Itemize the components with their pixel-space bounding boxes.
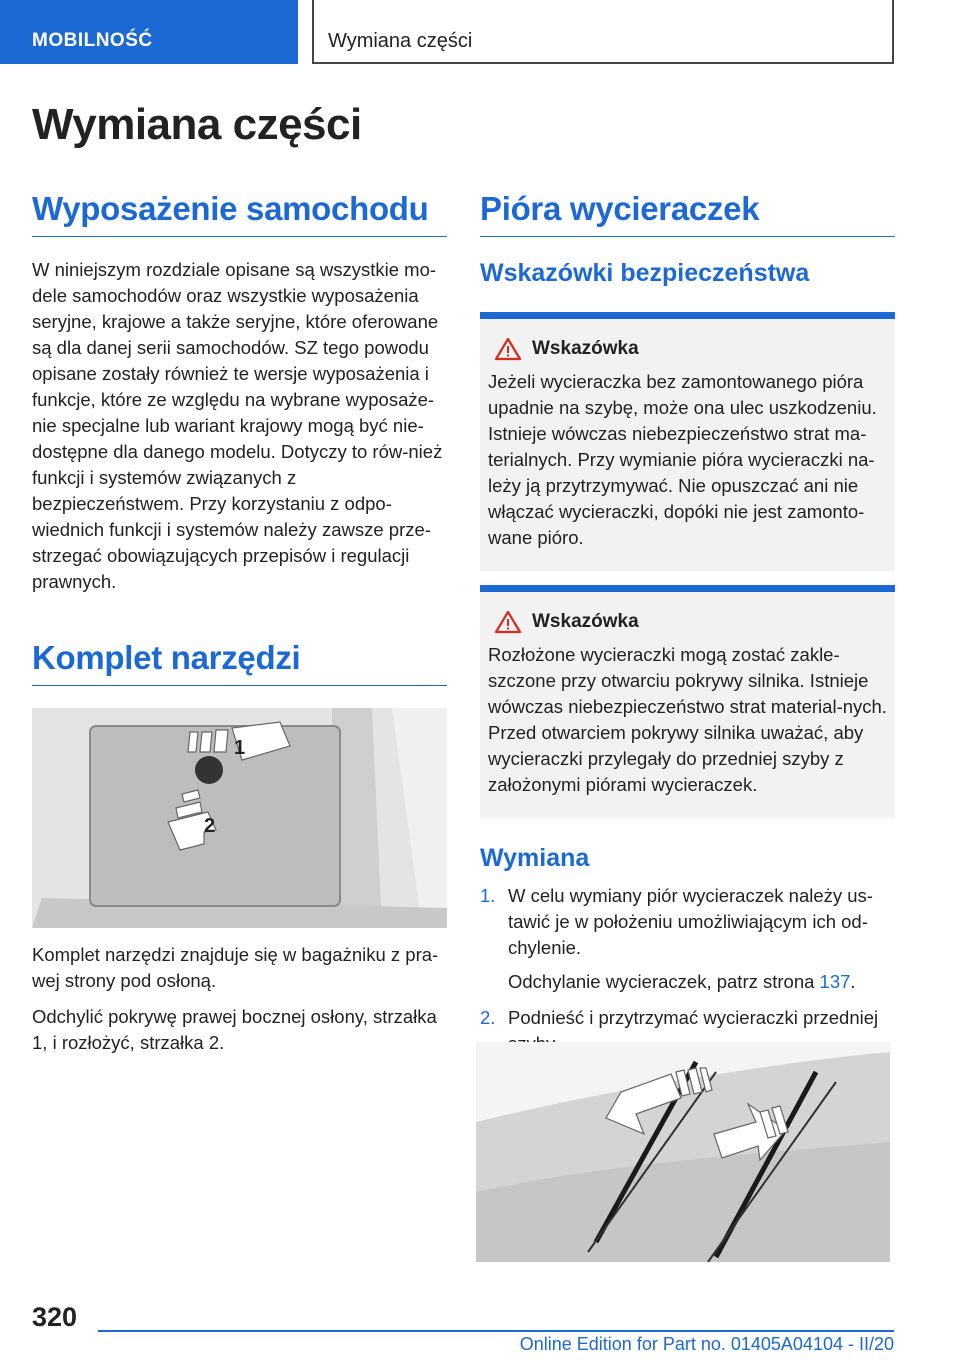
safety-notes-heading: Wskazówki bezpieczeństwa	[480, 259, 810, 287]
toolkit-location-text: Komplet narzędzi znajduje się w bagażniku z pra-wej strony pod osłoną.	[32, 944, 439, 991]
notice-title: Wskazówka	[532, 611, 639, 632]
wiper-figure	[476, 1042, 890, 1262]
warning-triangle-icon	[494, 610, 522, 634]
wiper-blades-heading: Pióra wycieraczek	[480, 190, 895, 237]
notice-text: Rozłożone wycieraczki mogą zostać zakle-szczone przy otwarciu pokrywy silnika. Istnieje wówczas niebezpieczeństwo strat material-nych. Przed otwarciem pokrywy silnika uważać, aby wycieraczki przylegały do przedniej szyby z założonymi piórami wycieraczek.	[488, 644, 887, 795]
step-subtext-label: Odchylanie wycieraczek, patrz strona	[508, 971, 815, 992]
notice-box-1	[480, 312, 895, 571]
replacement-steps	[480, 883, 895, 1057]
right-column	[480, 190, 895, 1057]
step-number: 2.	[480, 1007, 496, 1028]
chapter-tab: Wymiana części	[312, 0, 894, 64]
vehicle-equipment-heading: Wyposażenie samochodu	[32, 190, 447, 237]
list-item	[480, 883, 895, 995]
toolkit-figure	[32, 708, 447, 928]
step-number: 1.	[480, 885, 496, 906]
arrow-2-label: 2	[204, 815, 216, 837]
notice-title: Wskazówka	[532, 338, 639, 359]
page-reference-link[interactable]: 137	[819, 971, 851, 992]
warning-triangle-icon	[494, 337, 522, 361]
step-text: W celu wymiany piór wycieraczek należy us-tawić je w położeniu umożliwiającym ich od-chylenie.	[508, 885, 873, 958]
page-title: Wymiana części	[32, 100, 362, 149]
toolkit-heading: Komplet narzędzi	[32, 639, 447, 686]
footer-edition: Online Edition for Part no. 01405A04104 - II/20	[519, 1334, 894, 1354]
page-number: 320	[32, 1302, 78, 1332]
notice-box-2	[480, 585, 895, 818]
step-subtext-end: .	[850, 971, 856, 992]
vehicle-equipment-text: W niniejszym rozdziale opisane są wszystkie mo-dele samochodów oraz wszystkie wyposażenia seryjne, krajowe a także seryjne, które oferowane są dla danej serii samochodów. SZ tego powodu opisane zostały również te wersje wyposażenia i funkcje, które ze względu na wybrane wyposaże-nie specjalne lub wariant krajowy mogą być nie-dostępne dla danego modelu. Dotyczy to rów-nież funkcji i systemów związanych z bezpieczeństwem. Przy korzystaniu z odpo-wiednich funkcji i systemów należy zawsze prze-strzegać obowiązujących przepisów i regulacji prawnych.	[32, 259, 443, 592]
footer-divider	[98, 1330, 894, 1332]
section-tab: MOBILNOŚĆ	[0, 0, 298, 64]
notice-text: Jeżeli wycieraczka bez zamontowanego pióra upadnie na szybę, może ona ulec uszkodzeniu. Istnieje wówczas niebezpieczeństwo strat ma-terialnych. Przy wymianie pióra wycieraczki na-leży ją przytrzymywać. Nie opuszczać ani nie włączać wycieraczki, dopóki nie jest zamonto-wane pióro.	[488, 371, 877, 548]
replacement-heading: Wymiana	[480, 844, 590, 872]
step-subtext	[508, 969, 895, 995]
left-column	[32, 190, 447, 1056]
arrow-1-label: 1	[234, 737, 246, 759]
step-text: Podnieść i przytrzymać wycieraczki przedniej	[508, 1007, 879, 1028]
toolkit-instruction-text: Odchylić pokrywę prawej bocznej osłony, strzałka 1, i rozłożyć, strzałka 2.	[32, 1006, 437, 1053]
